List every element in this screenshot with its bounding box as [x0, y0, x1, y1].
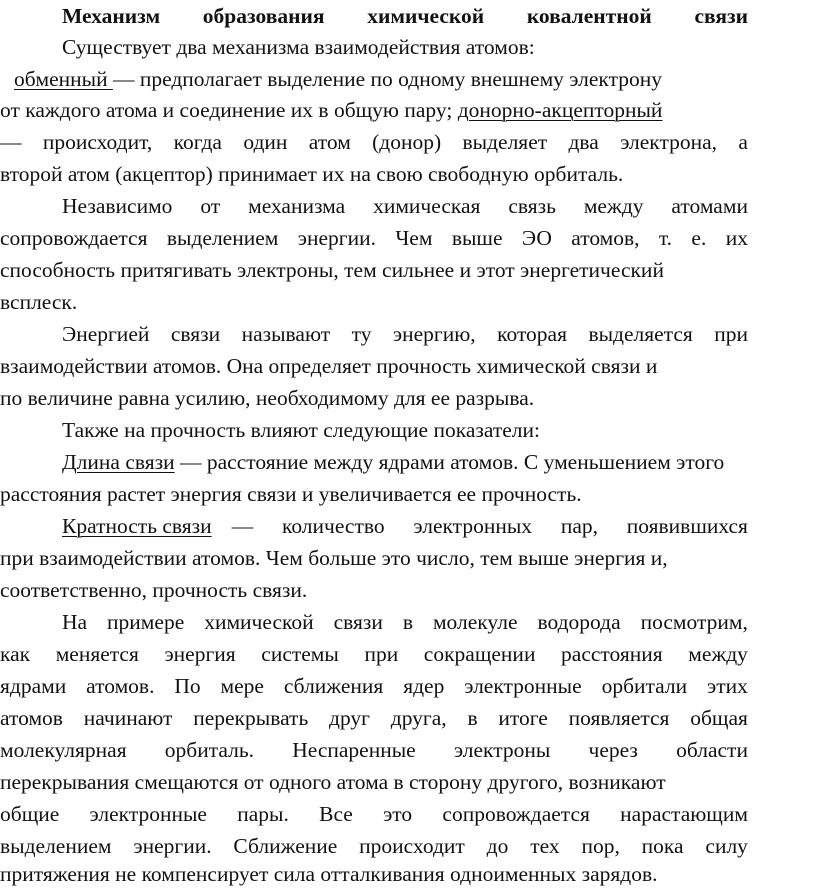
term-bond-length: Длина связи [62, 450, 175, 474]
text-line: при взаимодействии атомов. Чем больше это число, тем выше энергия и, [0, 546, 668, 570]
term-donor-acceptor: донорно-акцепторный [457, 98, 663, 122]
text-line: Длина связи — расстояние между ядрами атомов. С уменьшением этого [62, 450, 725, 474]
text-line: Независимо от механизма химическая связь между атомами [62, 194, 748, 218]
text-line: как меняется энергия системы при сокращении расстояния между [0, 642, 748, 666]
text-line: обменный — предполагает выделение по одному внешнему электрону [14, 67, 662, 91]
text-line: общие электронные пары. Все это сопровождается нарастающим [0, 802, 748, 826]
text-line: перекрывания смещаются от одного атома в сторону другого, возникают [0, 770, 666, 794]
text-line: взаимодействии атомов. Она определяет прочность химической связи и [0, 354, 658, 378]
document-title: Механизм образования химической ковалентной связи [62, 4, 748, 28]
text-line: Также на прочность влияют следующие показатели: [62, 418, 541, 442]
text-line: ядрами атомов. По мере сближения ядер электронные орбитали этих [0, 674, 748, 698]
text-line: Энергией связи называют ту энергию, которая выделяется при [62, 322, 748, 346]
text-line: — происходит, когда один атом (донор) выделяет два электрона, а [0, 130, 748, 154]
text-line: На примере химической связи в молекуле водорода посмотрим, [62, 610, 748, 634]
text-line: атомов начинают перекрывать друг друга, в итоге появляется общая [0, 706, 748, 730]
text-line: Существует два механизма взаимодействия атомов: [62, 35, 535, 59]
term-bond-multiplicity: Кратность связи [62, 514, 212, 538]
text-line: расстояния растет энергия связи и увеличивается ее прочность. [0, 482, 582, 506]
text-line: притяжения не компенсирует сила отталкивания одноименных зарядов. [0, 862, 658, 886]
text-line: всплеск. [0, 290, 78, 314]
text-line: выделением энергии. Сближение происходит до тех пор, пока силу [0, 834, 748, 858]
text-line: сопровождается выделением энергии. Чем выше ЭО атомов, т. е. их [0, 226, 748, 250]
text-line: по величине равна усилию, необходимому для ее разрыва. [0, 386, 535, 410]
term-exchange: обменный [14, 67, 113, 91]
text-line: Кратность связи — количество электронных пар, появившихся [62, 510, 748, 542]
text-line: от каждого атома и соединение их в общую пару; донорно-акцепторный [0, 98, 663, 122]
text-line: второй атом (акцептор) принимает их на свою свободную орбиталь. [0, 162, 624, 186]
text-line: молекулярная орбиталь. Неспаренные электроны через области [0, 738, 748, 762]
text-line: способность притягивать электроны, тем сильнее и этот энергетический [0, 258, 664, 282]
text-line: соответственно, прочность связи. [0, 578, 308, 602]
